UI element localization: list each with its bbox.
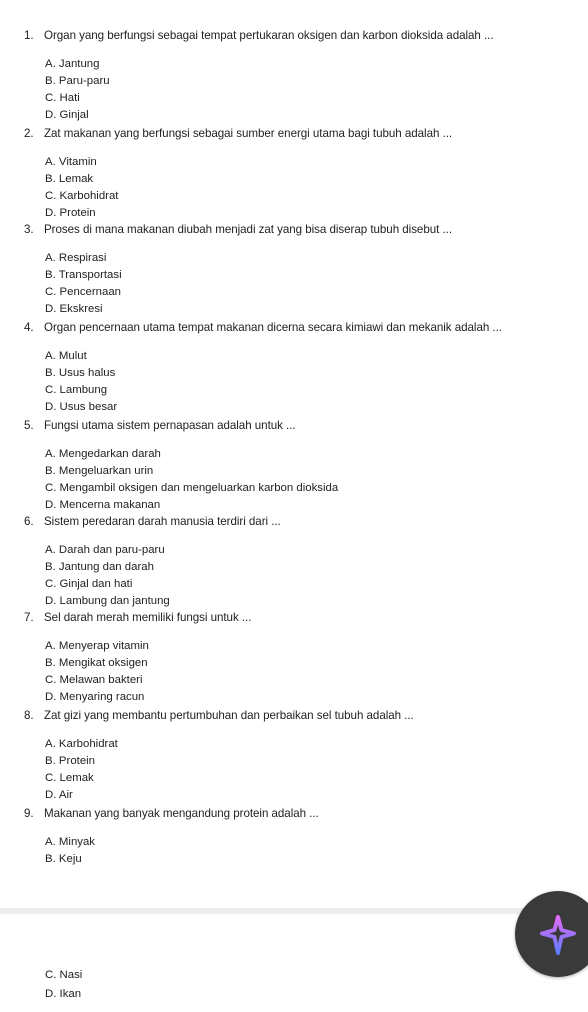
question-text (24, 320, 502, 336)
answer-option[interactable]: B. Mengeluarkan urin (45, 465, 154, 477)
question-number: 4. (24, 321, 34, 334)
answer-option[interactable]: C. Melawan bakteri (45, 674, 143, 686)
answer-option[interactable]: B. Protein (45, 755, 96, 767)
answer-option[interactable]: D. Usus besar (45, 401, 118, 413)
question-prompt: Zat makanan yang berfungsi sebagai sumber energi utama bagi tubuh adalah ... (44, 127, 453, 140)
answer-option[interactable]: D. Air (45, 789, 73, 801)
question-prompt: Zat gizi yang membantu pertumbuhan dan perbaikan sel tubuh adalah ... (44, 709, 414, 722)
answer-option[interactable]: A. Minyak (45, 836, 96, 848)
answer-option[interactable]: A. Menyerap vitamin (45, 640, 149, 652)
question-prompt: Organ yang berfungsi sebagai tempat pertukaran oksigen dan karbon dioksida adalah ... (44, 29, 494, 42)
answer-option[interactable]: A. Respirasi (45, 252, 107, 264)
question-text (24, 806, 319, 822)
answer-option[interactable]: D. Menyaring racun (45, 691, 145, 703)
answer-option[interactable]: B. Mengikat oksigen (45, 657, 148, 669)
question-text (24, 514, 281, 530)
question-number: 6. (24, 515, 34, 528)
question-prompt: Makanan yang banyak mengandung protein adalah ... (44, 807, 319, 820)
answer-option[interactable]: D. Mencerna makanan (45, 499, 161, 511)
question-number: 8. (24, 709, 34, 722)
question-text (24, 126, 452, 142)
answer-option[interactable]: C. Lambung (45, 384, 108, 396)
question-text (24, 418, 296, 434)
question-prompt: Sel darah merah memiliki fungsi untuk ... (44, 611, 252, 624)
ai-assistant-button[interactable] (515, 891, 588, 977)
answer-option[interactable]: C. Karbohidrat (45, 190, 119, 202)
answer-option[interactable]: A. Darah dan paru-paru (45, 544, 165, 556)
question-prompt: Sistem peredaran darah manusia terdiri dari ... (44, 515, 281, 528)
answer-option[interactable]: C. Lemak (45, 772, 94, 784)
answer-option[interactable]: C. Pencernaan (45, 286, 121, 298)
question-number: 7. (24, 611, 34, 624)
question-number: 2. (24, 127, 34, 140)
answer-option[interactable]: A. Jantung (45, 58, 100, 70)
question-prompt: Organ pencernaan utama tempat makanan dicerna secara kimiawi dan mekanik adalah ... (44, 321, 502, 334)
answer-option[interactable]: D. Protein (45, 207, 96, 219)
answer-option[interactable]: A. Vitamin (45, 156, 97, 168)
sparkle-icon (540, 915, 576, 955)
answer-option[interactable]: C. Mengambil oksigen dan mengeluarkan karbon dioksida (45, 482, 339, 494)
question-number: 3. (24, 223, 34, 236)
answer-option[interactable]: B. Keju (45, 853, 82, 865)
answer-option[interactable]: C. Nasi (45, 969, 83, 981)
answer-option[interactable]: B. Lemak (45, 173, 94, 185)
answer-option[interactable]: D. Ginjal (45, 109, 89, 121)
answer-option[interactable]: B. Transportasi (45, 269, 122, 281)
question-prompt: Fungsi utama sistem pernapasan adalah untuk ... (44, 419, 296, 432)
page-break-divider (0, 908, 588, 914)
answer-option[interactable]: B. Usus halus (45, 367, 116, 379)
answer-option[interactable]: B. Paru-paru (45, 75, 110, 87)
question-number: 5. (24, 419, 34, 432)
question-prompt: Proses di mana makanan diubah menjadi zat yang bisa diserap tubuh disebut ... (44, 223, 452, 236)
question-text (24, 28, 494, 44)
answer-option[interactable]: B. Jantung dan darah (45, 561, 154, 573)
question-number: 1. (24, 29, 34, 42)
answer-option[interactable]: C. Ginjal dan hati (45, 578, 133, 590)
question-text (24, 708, 414, 724)
answer-option[interactable]: C. Hati (45, 92, 80, 104)
question-number: 9. (24, 807, 34, 820)
question-text (24, 222, 452, 238)
answer-option[interactable]: A. Mulut (45, 350, 87, 362)
answer-option[interactable]: D. Lambung dan jantung (45, 595, 170, 607)
answer-option[interactable]: A. Karbohidrat (45, 738, 118, 750)
answer-option[interactable]: A. Mengedarkan darah (45, 448, 161, 460)
answer-option[interactable]: D. Ekskresi (45, 303, 103, 315)
answer-option[interactable]: D. Ikan (45, 988, 82, 1000)
question-text (24, 610, 251, 626)
